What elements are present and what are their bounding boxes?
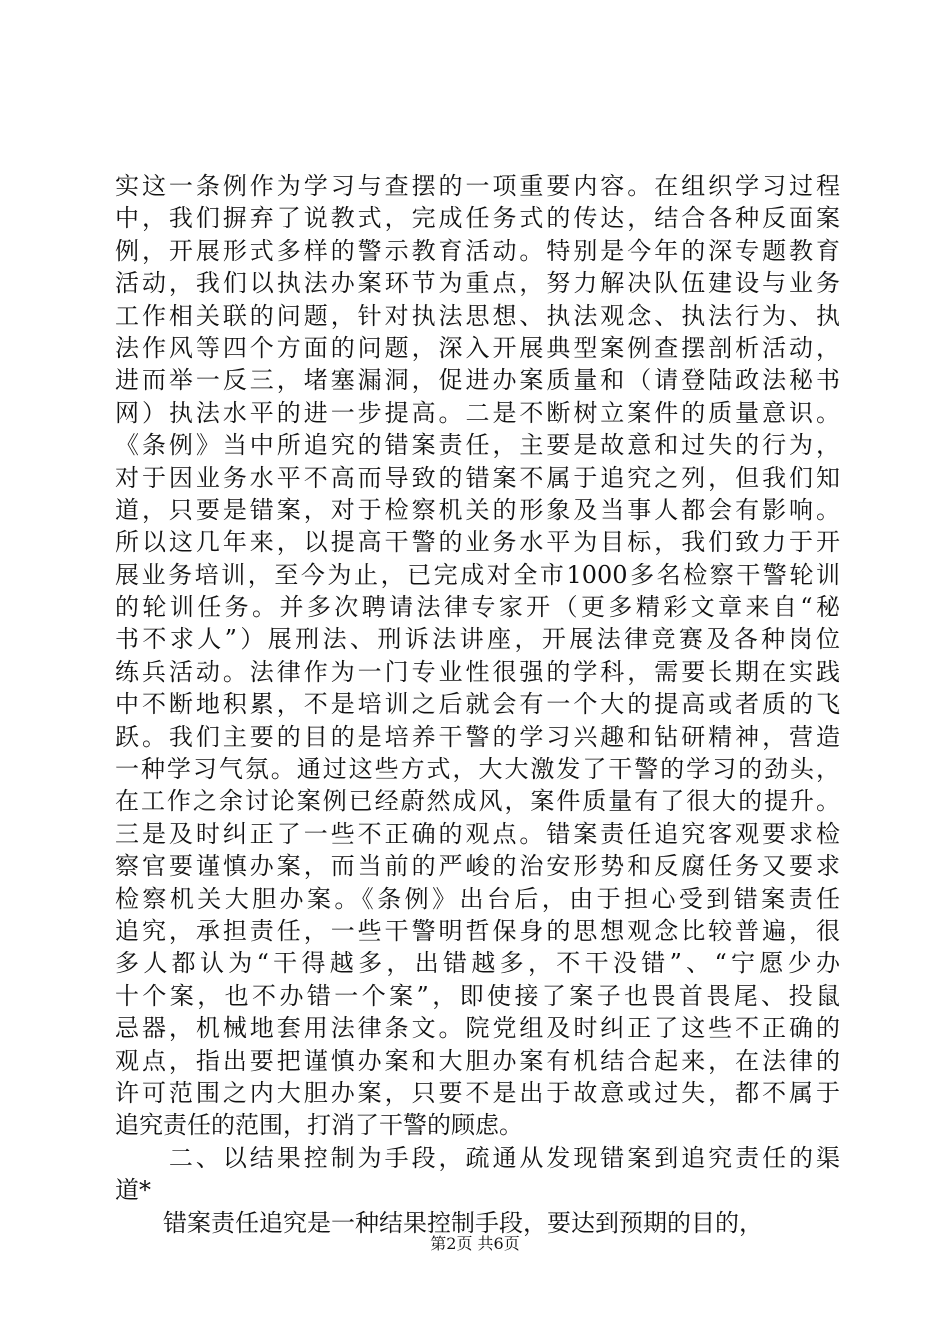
text-line: 例，开展形式多样的警示教育活动。特别是今年的深专题教育 bbox=[115, 236, 840, 265]
text-line: 多人都认为“干得越多，出错越多，不干没错”、“宁愿少办 bbox=[115, 949, 840, 978]
text-line: 中不断地积累，不是培训之后就会有一个大的提高或者质的飞 bbox=[115, 690, 840, 719]
text-line: 跃。我们主要的目的是培养干警的学习兴趣和钻研精神，营造 bbox=[115, 722, 840, 751]
text-line: 许可范围之内大胆办案，只要不是出于故意或过失，都不属于 bbox=[115, 1078, 840, 1107]
text-line: 忌器，机械地套用法律条文。院党组及时纠正了这些不正确的 bbox=[115, 1014, 840, 1043]
text-line: 一种学习气氛。通过这些方式，大大激发了干警的学习的劲头， bbox=[115, 755, 840, 784]
text-line: 展业务培训，至今为止，已完成对全市1000多名检察干警轮训 bbox=[115, 560, 840, 589]
text-line: 在工作之余讨论案例已经蔚然成风，案件质量有了很大的提升。 bbox=[115, 787, 840, 816]
text-line: 书不求人”）展刑法、刑诉法讲座，开展法律竞赛及各种岗位 bbox=[115, 625, 840, 654]
text-line: 的轮训任务。并多次聘请法律专家开（更多精彩文章来自“秘 bbox=[115, 593, 840, 622]
text-line: 对于因业务水平不高而导致的错案不属于追究之列，但我们知 bbox=[115, 463, 840, 492]
body-text bbox=[115, 170, 840, 1239]
text-line: 错案责任追究是一种结果控制手段，要达到预期的目的， bbox=[115, 1208, 763, 1237]
text-line: 三是及时纠正了一些不正确的观点。错案责任追究客观要求检 bbox=[115, 819, 840, 848]
text-line: 工作相关联的问题，针对执法思想、执法观念、执法行为、执 bbox=[115, 301, 840, 330]
text-line: 练兵活动。法律作为一门专业性很强的学科，需要长期在实践 bbox=[115, 657, 840, 686]
text-line: 《条例》当中所追究的错案责任，主要是故意和过失的行为， bbox=[115, 431, 840, 460]
text-line: 察官要谨慎办案，而当前的严峻的治安形势和反腐任务又要求 bbox=[115, 852, 840, 881]
text-line: 网）执法水平的进一步提高。二是不断树立案件的质量意识。 bbox=[115, 398, 840, 427]
text-line: 十个案，也不办错一个案”，即使接了案子也畏首畏尾、投鼠 bbox=[115, 981, 840, 1010]
text-line: 道，只要是错案，对于检察机关的形象及当事人都会有影响。 bbox=[115, 495, 840, 524]
text-line: 追究责任的范围，打消了干警的顾虑。 bbox=[115, 1111, 523, 1140]
text-line: 二、以结果控制为手段，疏通从发现错案到追究责任的渠 bbox=[115, 1143, 840, 1172]
text-line: 所以这几年来，以提高干警的业务水平为目标，我们致力于开 bbox=[115, 528, 840, 557]
text-line: 进而举一反三，堵塞漏洞，促进办案质量和（请登陆政法秘书 bbox=[115, 366, 840, 395]
page-footer: 第2页 共6页 bbox=[430, 1234, 520, 1253]
text-line: 活动，我们以执法办案环节为重点，努力解决队伍建设与业务 bbox=[115, 269, 840, 298]
text-line: 道* bbox=[115, 1176, 151, 1205]
text-line: 法作风等四个方面的问题，深入开展典型案例查摆剖析活动， bbox=[115, 333, 840, 362]
text-line: 中，我们摒弃了说教式，完成任务式的传达，结合各种反面案 bbox=[115, 204, 840, 233]
text-line: 追究，承担责任，一些干警明哲保身的思想观念比较普遍，很 bbox=[115, 916, 840, 945]
text-line: 实这一条例作为学习与查摆的一项重要内容。在组织学习过程 bbox=[115, 172, 840, 200]
text-line: 观点，指出要把谨慎办案和大胆办案有机结合起来，在法律的 bbox=[115, 1046, 840, 1075]
text-line: 检察机关大胆办案。《条例》出台后，由于担心受到错案责任 bbox=[115, 884, 840, 913]
